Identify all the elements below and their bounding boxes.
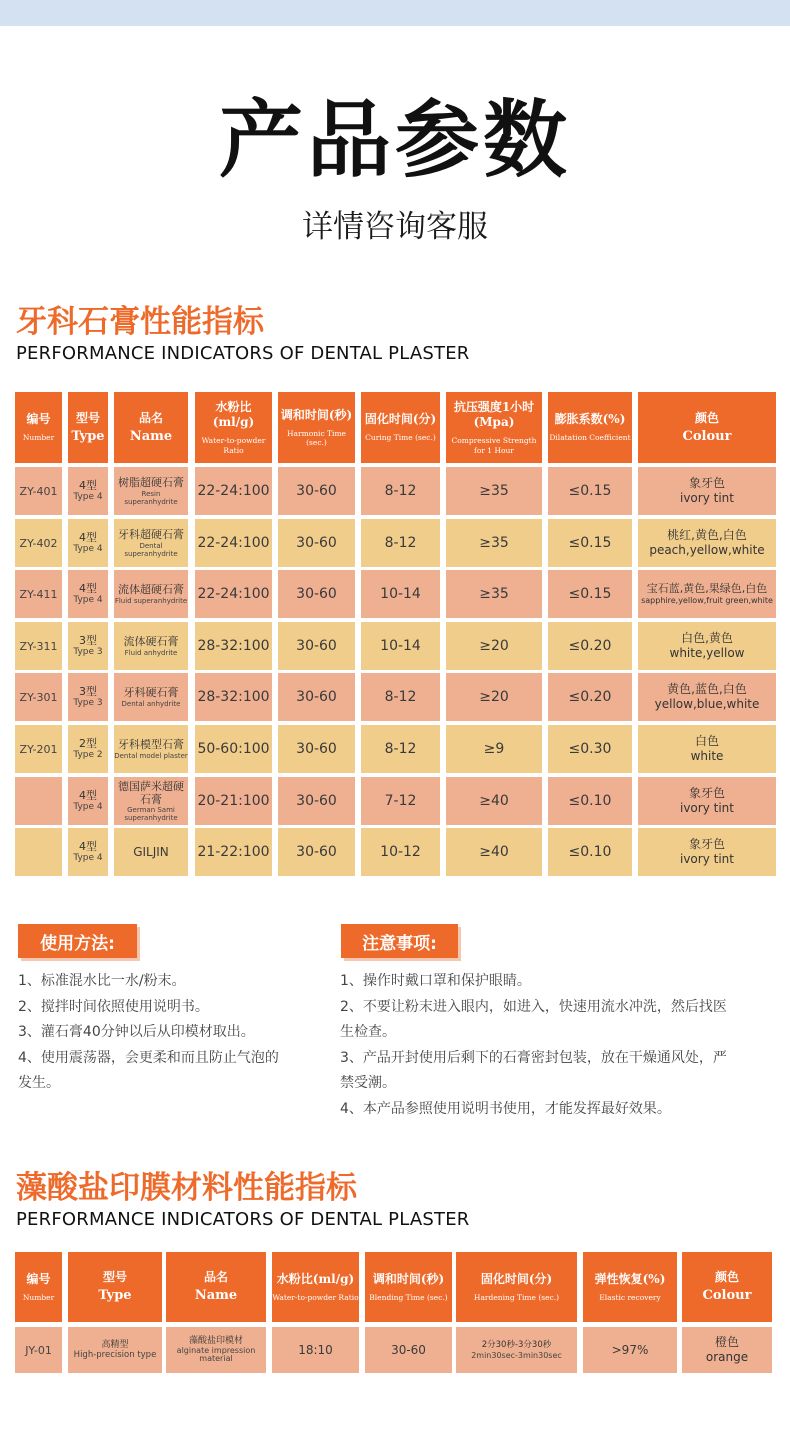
header-en-label: Number — [22, 433, 55, 443]
row-colour-cn: 黄色,蓝色,白色 — [667, 682, 747, 696]
table-header-cell — [114, 392, 188, 463]
header-en-label: Compressive Strength for 1 Hour — [451, 436, 537, 455]
row-code-cell — [15, 725, 62, 773]
header-en-label: Dilatation Coefficient — [549, 433, 631, 443]
row-mix-cell — [278, 777, 355, 825]
section1-subtitle: PERFORMANCE INDICATORS OF DENTAL PLASTER — [16, 343, 470, 364]
row-colour-cell — [638, 622, 776, 670]
row-cure-time: 7-12 — [384, 793, 417, 809]
row-colour-cell — [638, 467, 776, 515]
header-cn-label: 品名 — [203, 1270, 228, 1285]
table-header-cell — [682, 1252, 772, 1322]
row-name-en: Dental anhydrite — [121, 699, 181, 708]
header-en-label: Water-to-powder Ratio — [201, 436, 266, 455]
row-colour-cn: 白色 — [694, 734, 719, 748]
row-name-cell — [166, 1327, 266, 1373]
header-cn-label: 颜色 — [694, 410, 719, 425]
row-expansion: ≤0.20 — [568, 689, 612, 705]
row-type-cn: 4型 — [79, 530, 97, 544]
row-colour-en: yellow,blue,white — [654, 697, 760, 711]
row-colour-cell — [638, 725, 776, 773]
row-type-en: Type 4 — [73, 595, 103, 606]
header-en-label: Type — [98, 1288, 132, 1304]
row-mix-time: 30-60 — [296, 586, 337, 602]
row-name-en: Fluid anhydrite — [124, 648, 178, 657]
header-en-label: Hardening Time (sec.) — [473, 1292, 560, 1302]
header-en-label: Blending Time (sec.) — [369, 1292, 448, 1302]
row-name-en: Dental model plaster — [114, 751, 188, 760]
row-cure-time: 8-12 — [384, 535, 417, 551]
header-cn-label: 颜色 — [714, 1270, 739, 1285]
row-name-en: alginate impression material — [176, 1346, 256, 1364]
row-colour-cn: 白色,黄色 — [681, 631, 733, 645]
row-ratio-cell — [195, 725, 272, 773]
row-type-cn: 2型 — [79, 736, 97, 750]
row-type-cell — [68, 622, 108, 670]
header-en-label: Number — [22, 1292, 55, 1302]
row-mix-cell — [278, 570, 355, 618]
usage-item: 2、搅拌时间依照使用说明书。 — [18, 998, 209, 1015]
row-expansion: ≤0.10 — [568, 844, 612, 860]
row-colour-en: white — [690, 749, 724, 763]
row-name-cn: 牙科超硬石膏 — [118, 528, 184, 542]
row-ratio: 50-60:100 — [197, 741, 270, 757]
row-type-cell — [68, 570, 108, 618]
row-strength-cell — [446, 673, 542, 721]
row-mix-time: 30-60 — [296, 535, 337, 551]
row-colour-en: peach,yellow,white — [649, 543, 765, 557]
row-name-en: Resin superanhydrite — [124, 489, 178, 506]
row-code-cell — [15, 467, 62, 515]
row-ratio-cell — [195, 467, 272, 515]
section2-subtitle: PERFORMANCE INDICATORS OF DENTAL PLASTER — [16, 1209, 470, 1230]
row-code-cell — [15, 673, 62, 721]
row-cure-time: 10-12 — [380, 844, 421, 860]
row-mix-cell — [278, 519, 355, 567]
row-mix-time: 30-60 — [391, 1343, 426, 1357]
row-mix-cell — [278, 467, 355, 515]
row-cure-time: 8-12 — [384, 483, 417, 499]
table-header-cell — [195, 392, 272, 463]
header-en-label: Water-to-powder Ratio — [272, 1292, 359, 1302]
row-cure-cell — [361, 467, 440, 515]
usage-tag: 使用方法: — [18, 924, 137, 958]
row-mix-cell — [278, 725, 355, 773]
row-ratio-cell — [195, 673, 272, 721]
row-cure-cell — [361, 622, 440, 670]
row-type-cell — [68, 673, 108, 721]
usage-list — [18, 969, 328, 1097]
row-colour-cell — [638, 519, 776, 567]
row-cure-en: 2min30sec-3min30sec — [471, 1350, 562, 1360]
row-strength-cell — [446, 828, 542, 876]
row-colour-cell — [638, 828, 776, 876]
row-name-cn: 德国萨米超硬石膏 — [118, 779, 184, 806]
table-header-cell — [68, 1252, 162, 1322]
row-type-cn: 高精型 — [101, 1339, 129, 1350]
table-header-cell — [583, 1252, 677, 1322]
row-expansion-cell — [548, 519, 632, 567]
row-strength-cell — [446, 467, 542, 515]
notes-item: 4、本产品参照使用说明书使用，才能发挥最好效果。 — [340, 1100, 671, 1117]
row-type-cn: 4型 — [79, 581, 97, 595]
row-name-cell — [114, 519, 188, 567]
row-name-cell — [114, 725, 188, 773]
header-cn-label: 抗压强度1小时 (Mpa) — [453, 400, 535, 430]
row-strength: ≥35 — [479, 535, 509, 551]
row-colour-cell — [638, 673, 776, 721]
header-en-label: Elastic recovery — [599, 1292, 661, 1302]
row-cure-cell — [361, 777, 440, 825]
row-strength: ≥40 — [479, 844, 509, 860]
row-name-cn: 流体超硬石膏 — [118, 583, 184, 597]
usage-item: 1、标准混水比一水/粉末。 — [18, 973, 186, 989]
row-strength: ≥40 — [479, 793, 509, 809]
row-strength: ≥35 — [479, 586, 509, 602]
row-code: ZY-402 — [19, 536, 58, 550]
row-expansion: ≤0.15 — [568, 483, 612, 499]
row-type-en: Type 4 — [73, 802, 103, 813]
header-cn-label: 调和时间(秒) — [280, 407, 353, 422]
row-colour-en: orange — [705, 1350, 749, 1364]
row-strength-cell — [446, 725, 542, 773]
row-cure-cell — [361, 828, 440, 876]
notes-item: 1、操作时戴口罩和保护眼睛。 — [340, 973, 531, 989]
row-strength-cell — [446, 622, 542, 670]
row-type-cell — [68, 828, 108, 876]
row-code-cell — [15, 519, 62, 567]
row-name-en: GILJIN — [133, 845, 169, 859]
row-colour-cell — [682, 1327, 772, 1373]
row-ratio: 21-22:100 — [197, 844, 270, 860]
row-name-cell — [114, 673, 188, 721]
row-recovery-cell — [583, 1327, 677, 1373]
row-code: ZY-401 — [19, 484, 58, 498]
row-strength-cell — [446, 777, 542, 825]
header-cn-label: 固化时间(分) — [364, 412, 437, 427]
header-en-label: Colour — [682, 428, 732, 444]
row-ratio: 28-32:100 — [197, 689, 270, 705]
header-en-label: Colour — [702, 1288, 752, 1304]
table-header-cell — [15, 392, 62, 463]
table-header-cell — [456, 1252, 577, 1322]
table-header-cell — [15, 1252, 62, 1322]
top-banner-strip — [0, 0, 790, 26]
row-strength: ≥35 — [479, 483, 509, 499]
row-code: ZY-311 — [19, 639, 58, 653]
header-cn-label: 品名 — [138, 410, 163, 425]
row-mix-cell — [278, 673, 355, 721]
row-name-en: German Sami superanhydrite — [124, 806, 178, 823]
row-mix-time: 30-60 — [296, 844, 337, 860]
notes-tag: 注意事项: — [341, 924, 458, 958]
table-header-cell — [446, 392, 542, 463]
row-type-en: Type 3 — [73, 698, 103, 709]
row-name-cell — [114, 777, 188, 825]
notes-list — [340, 969, 780, 1122]
table-header-cell — [278, 392, 355, 463]
row-type-en: Type 4 — [73, 492, 103, 503]
row-mix-time: 30-60 — [296, 689, 337, 705]
row-cure-cell — [361, 725, 440, 773]
row-code-cell — [15, 777, 62, 825]
row-ratio: 20-21:100 — [197, 793, 270, 809]
header-en-label: Type — [71, 428, 105, 444]
row-ratio: 28-32:100 — [197, 638, 270, 654]
row-cure-cell — [456, 1327, 577, 1373]
row-code-cell — [15, 1327, 62, 1373]
row-name-cn: 牙科模型石膏 — [118, 738, 184, 752]
row-type-cn: 3型 — [79, 684, 97, 698]
row-colour-en: ivory tint — [680, 801, 734, 815]
row-cure-time: 10-14 — [380, 638, 421, 654]
row-name-cell — [114, 622, 188, 670]
row-expansion: ≤0.20 — [568, 638, 612, 654]
row-ratio-cell — [272, 1327, 359, 1373]
row-ratio-cell — [195, 622, 272, 670]
row-type-cn: 4型 — [79, 839, 97, 853]
row-name-cell — [114, 570, 188, 618]
row-ratio-cell — [195, 828, 272, 876]
table-header-cell — [548, 392, 632, 463]
header-en-label: Name — [194, 1288, 238, 1304]
row-colour-cn: 宝石蓝,黄色,果绿色,白色 — [646, 581, 768, 595]
notes-item: 2、不要让粉末进入眼内，如进入，快速用流水冲洗，然后找医 — [340, 998, 727, 1015]
row-colour-en: white,yellow — [669, 646, 745, 660]
row-mix-cell — [278, 622, 355, 670]
row-expansion-cell — [548, 725, 632, 773]
row-ratio-cell — [195, 519, 272, 567]
row-mix-time: 30-60 — [296, 638, 337, 654]
header-cn-label: 水粉比(ml/g) — [276, 1271, 355, 1286]
row-cure-time: 10-14 — [380, 586, 421, 602]
row-code-cell — [15, 570, 62, 618]
row-name-en: Dental superanhydrite — [124, 541, 178, 558]
row-mix-time: 30-60 — [296, 741, 337, 757]
row-strength: ≥20 — [479, 689, 509, 705]
row-recovery: >97% — [611, 1343, 649, 1357]
row-strength: ≥20 — [479, 638, 509, 654]
row-type-cell — [68, 519, 108, 567]
row-cure-cn: 2分30秒-3分30秒 — [481, 1340, 552, 1351]
row-expansion: ≤0.30 — [568, 741, 612, 757]
row-colour-cell — [638, 777, 776, 825]
row-expansion: ≤0.15 — [568, 535, 612, 551]
row-colour-cn: 象牙色 — [688, 786, 725, 800]
row-code: ZY-201 — [19, 742, 58, 756]
row-code: ZY-411 — [19, 587, 58, 601]
notes-item: 禁受潮。 — [340, 1075, 396, 1091]
page-subtitle: 详情咨询客服 — [302, 209, 488, 245]
table-header-cell — [68, 392, 108, 463]
row-type-en: Type 3 — [73, 647, 103, 658]
row-ratio-cell — [195, 570, 272, 618]
header-en-label: Curing Time (sec.) — [365, 433, 436, 443]
row-type-cn: 3型 — [79, 633, 97, 647]
row-strength: ≥9 — [483, 741, 505, 757]
row-ratio: 22-24:100 — [197, 586, 270, 602]
row-name-cell — [114, 828, 188, 876]
row-colour-en: sapphire,yellow,fruit green,white — [641, 595, 773, 605]
row-expansion: ≤0.15 — [568, 586, 612, 602]
header-cn-label: 水粉比(ml/g) — [212, 400, 255, 430]
row-expansion-cell — [548, 673, 632, 721]
row-colour-en: ivory tint — [680, 852, 734, 866]
row-expansion: ≤0.10 — [568, 793, 612, 809]
row-code: ZY-301 — [19, 690, 58, 704]
row-colour-cn: 象牙色 — [688, 837, 725, 851]
row-type-cn: 4型 — [79, 788, 97, 802]
usage-item: 发生。 — [18, 1075, 60, 1091]
row-expansion-cell — [548, 622, 632, 670]
row-ratio: 18:10 — [298, 1343, 333, 1357]
row-colour-cn: 桃红,黄色,白色 — [667, 528, 747, 542]
row-type-en: Type 2 — [73, 750, 103, 761]
row-expansion-cell — [548, 570, 632, 618]
row-colour-cell — [638, 570, 776, 618]
header-en-label: Name — [129, 428, 173, 444]
row-strength-cell — [446, 570, 542, 618]
row-type-cell — [68, 725, 108, 773]
row-name-cn: 藻酸盐印模材 — [188, 1336, 243, 1347]
row-cure-time: 8-12 — [384, 689, 417, 705]
table-header-cell — [365, 1252, 452, 1322]
row-colour-cn: 象牙色 — [688, 476, 725, 490]
row-mix-time: 30-60 — [296, 483, 337, 499]
row-type-cell — [68, 1327, 162, 1373]
row-ratio: 22-24:100 — [197, 535, 270, 551]
row-expansion-cell — [548, 828, 632, 876]
section2-title: 藻酸盐印膜材料性能指标 — [16, 1170, 357, 1206]
header-cn-label: 型号 — [102, 1270, 127, 1285]
row-ratio: 22-24:100 — [197, 483, 270, 499]
notes-item: 生检查。 — [340, 1024, 396, 1040]
usage-item: 4、使用震荡器，会更柔和而且防止气泡的 — [18, 1049, 279, 1066]
row-name-cn: 牙科硬石膏 — [123, 686, 179, 700]
header-cn-label: 膨胀系数(%) — [554, 412, 626, 427]
row-name-en: Fluid superanhydrite — [114, 596, 188, 605]
row-mix-time: 30-60 — [296, 793, 337, 809]
header-cn-label: 编号 — [26, 412, 51, 427]
section1-title: 牙科石膏性能指标 — [16, 304, 264, 340]
page-title: 产品参数 — [218, 91, 571, 189]
header-cn-label: 编号 — [26, 1271, 51, 1286]
row-code-cell — [15, 622, 62, 670]
header-cn-label: 弹性恢复(%) — [594, 1271, 666, 1286]
row-strength-cell — [446, 519, 542, 567]
row-colour-en: ivory tint — [680, 491, 734, 505]
table-header-cell — [272, 1252, 359, 1322]
row-type-cell — [68, 777, 108, 825]
notes-item: 3、产品开封使用后剩下的石膏密封包装，放在干燥通风处，严 — [340, 1049, 727, 1066]
row-mix-cell — [365, 1327, 452, 1373]
row-cure-cell — [361, 673, 440, 721]
row-cure-cell — [361, 519, 440, 567]
row-type-en: High-precision type — [73, 1349, 157, 1360]
row-colour-cn: 橙色 — [714, 1335, 739, 1349]
header-cn-label: 固化时间(分) — [480, 1271, 553, 1286]
header-cn-label: 型号 — [75, 410, 100, 425]
usage-item: 3、灌石膏40分钟以后从印模材取出。 — [18, 1024, 255, 1040]
row-mix-cell — [278, 828, 355, 876]
row-type-cn: 4型 — [79, 478, 97, 492]
table-header-cell — [361, 392, 440, 463]
table-header-cell — [166, 1252, 266, 1322]
row-name-cn: 树脂超硬石膏 — [118, 476, 184, 490]
row-type-en: Type 4 — [73, 544, 103, 555]
row-type-en: Type 4 — [73, 853, 103, 864]
header-en-label: Harmonic Time (sec.) — [287, 428, 346, 447]
row-type-cell — [68, 467, 108, 515]
row-cure-time: 8-12 — [384, 741, 417, 757]
row-code-cell — [15, 828, 62, 876]
row-expansion-cell — [548, 777, 632, 825]
table-header-cell — [638, 392, 776, 463]
row-cure-cell — [361, 570, 440, 618]
header-cn-label: 调和时间(秒) — [372, 1271, 445, 1286]
row-name-cn: 流体硬石膏 — [123, 635, 179, 649]
row-code: JY-01 — [25, 1343, 52, 1357]
row-ratio-cell — [195, 777, 272, 825]
row-expansion-cell — [548, 467, 632, 515]
row-name-cell — [114, 467, 188, 515]
